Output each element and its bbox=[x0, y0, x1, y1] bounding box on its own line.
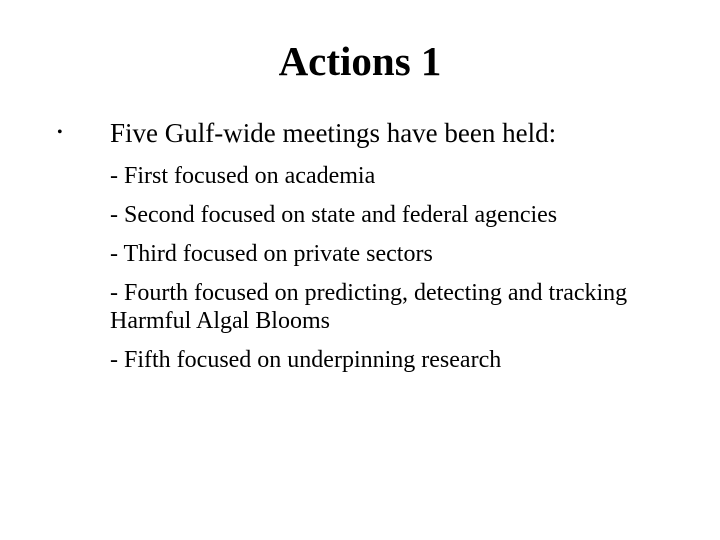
sub-item-fourth: - Fourth focused on predicting, detecting and tracking Harmful Algal Blooms bbox=[110, 280, 628, 334]
bullet-text: Five Gulf-wide meetings have been held: bbox=[110, 118, 557, 148]
sub-item-fifth: - Fifth focused on underpinning research bbox=[110, 347, 502, 373]
bullet-marker: • bbox=[57, 124, 63, 141]
sub-item-list bbox=[110, 162, 690, 385]
sub-item-first: - First focused on academia bbox=[110, 163, 376, 189]
slide-title: Actions 1 bbox=[278, 38, 442, 84]
sub-item-second: - Second focused on state and federal agencies bbox=[110, 202, 558, 228]
sub-item-third: - Third focused on private sectors bbox=[110, 241, 433, 267]
